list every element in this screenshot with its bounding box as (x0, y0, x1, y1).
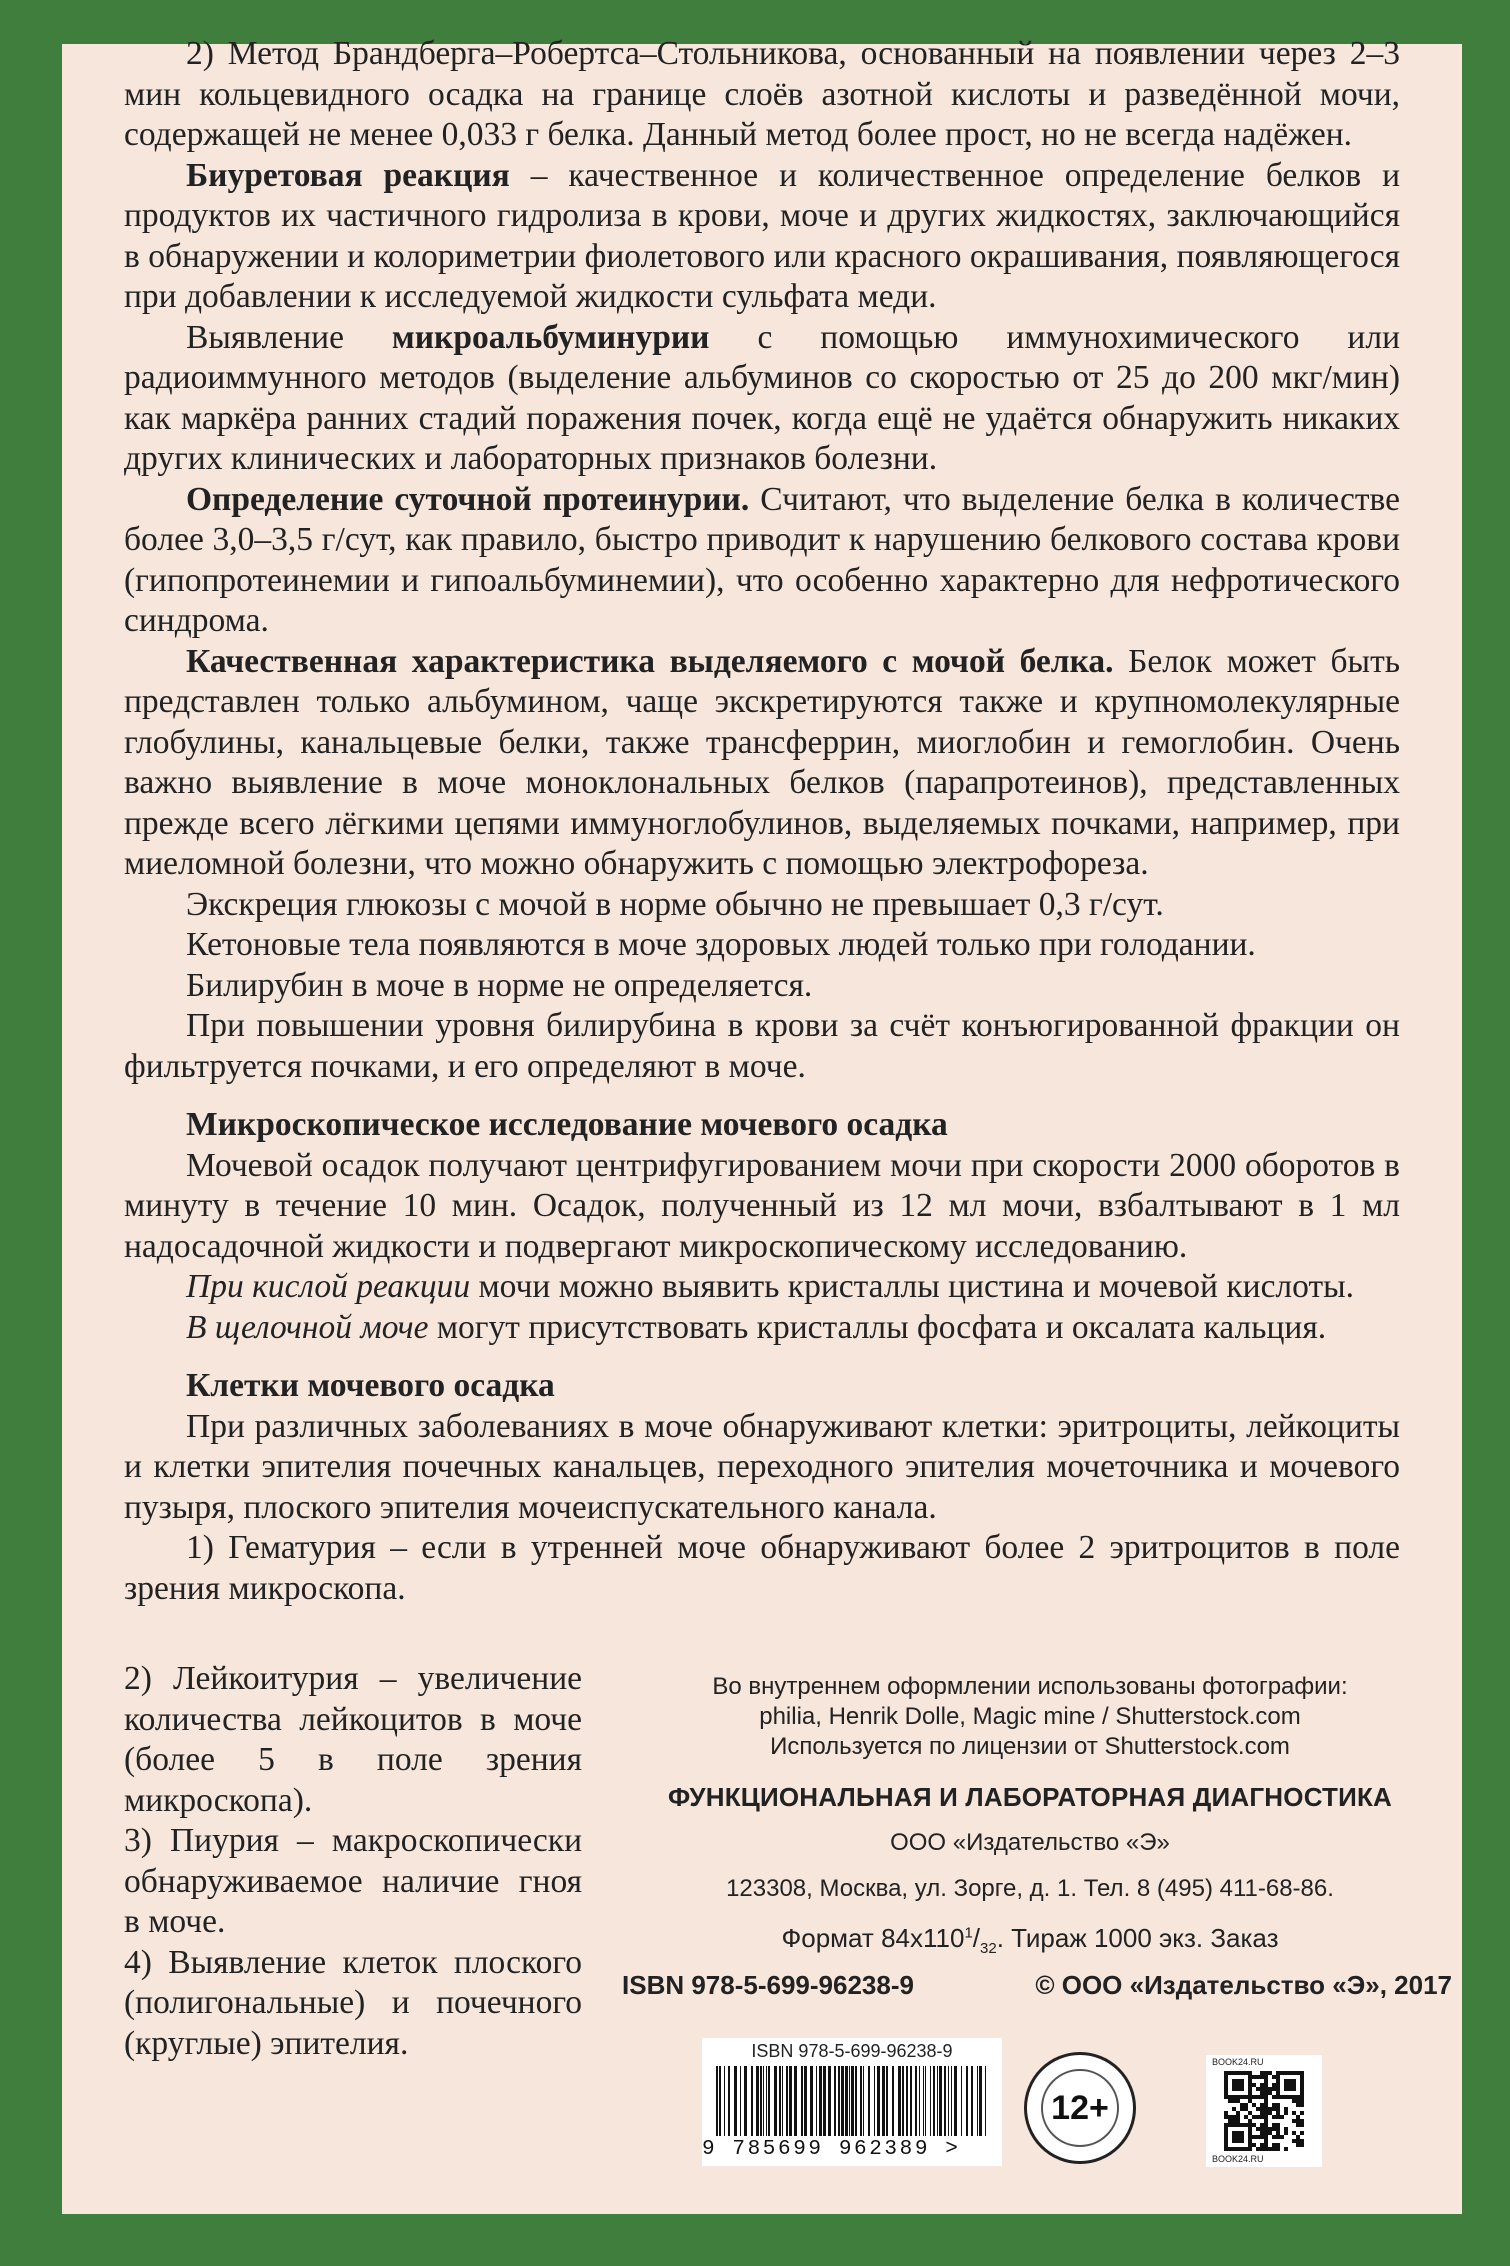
paragraph (124, 966, 1400, 1007)
copyright: © ООО «Издательство «Э», 2017 (1035, 1970, 1452, 2000)
section-heading-microscopy: Микроскопическое исследование мочевого осадка (186, 1106, 948, 1143)
format-line: Формат $84х110^1/_{32}$. Тираж 1000 экз. Заказ (781, 1923, 1279, 1958)
text: Белок может быть представлен только альбумином, чаще экскретируются также и крупномолекулярные глобулины, канальцевые белки, также трансферрин, миоглобин и гемоглобин. Очень важно выявление в моче моноклональных белков (парапротеинов), представленных прежде всего лёгкими цепями иммуноглобулинов, выделяемых почками, например, при миеломной болезни, что можно обнаружить с помощью электрофореза. (124, 642, 1400, 882)
text: Экскреция глюкозы с мочой в норме обычно не превышает 0,3 г/сут. (186, 885, 1164, 923)
series-title: ФУНКЦИОНАЛЬНАЯ И ЛАБОРАТОРНАЯ ДИАГНОСТИКА (667, 1782, 1393, 1812)
section-heading-cells: Клетки мочевого осадка (186, 1367, 555, 1404)
text: Билирубин в моче в норме не определяется. (186, 966, 813, 1004)
imprint-block (610, 1672, 1450, 1957)
main-text (62, 34, 1462, 1609)
publisher-address: 123308, Москва, ул. Зорге, д. 1. Тел. 8 (495) 411-68-86. (726, 1875, 1334, 1902)
photo-credits-line: philia, Henrik Dolle, Magic mine / Shutterstock.com (759, 1703, 1301, 1730)
paragraph: 1) Гематурия – если в утренней моче обнаруживают более 2 эритроцитов в поле зрения микроскопа. (124, 1529, 1400, 1607)
bold-term: микроальбуминурии (391, 318, 710, 356)
text: могут присутствовать кристаллы фосфата и оксалата кальция. (428, 1308, 1327, 1346)
text: мочи можно выявить кристаллы цистина и мочевой кислоты. (470, 1268, 1354, 1305)
list-item: 4) Выявление клеток плоского (полигональные) и почечного (круглые) эпителия. (124, 1943, 582, 2062)
barcode-bars-icon (702, 2038, 1002, 2142)
paragraph (124, 34, 1400, 156)
list-item: 2) Лейкоитурия – увеличение количества лейкоцитов в моче (более 5 в поле зрения микроскопа). (124, 1660, 582, 1819)
format-sup: 1 (964, 1924, 973, 1942)
publisher-name: ООО «Издательство «Э» (890, 1829, 1170, 1856)
format-suffix: . Тираж 1000 экз. Заказ (996, 1923, 1279, 1953)
barcode-isbn: ISBN 978-5-699-96238-9 (751, 2041, 953, 2061)
italic-phrase: В щелочной моче (186, 1308, 429, 1346)
text: Кетоновые тела появляются в моче здоровых людей только при голодании. (186, 926, 1256, 963)
bold-term: Определение суточной протеинурии. (186, 480, 750, 518)
text: 2) Метод Брандберга–Робертса–Стольникова, основанный на появлении через 2–3 мин кольцевидного осадка на границе слоёв азотной кислоты и разведённой мочи, содержащей не менее 0,033 г белка. Данный метод более прост, но не всегда надёжен. (124, 35, 1400, 153)
isbn-row (622, 1970, 1452, 2001)
format-sub: 32 (980, 1940, 997, 1958)
barcode (702, 2038, 1002, 2166)
paragraph (124, 1267, 1400, 1308)
paragraph: Мочевой осадок получают центрифугированием мочи при скорости 2000 оборотов в минуту в течение 10 мин. Осадок, полученный из 12 мл мочи, взбалтывают в 1 мл надосадочной жидкости и подвергают микроскопическому исследованию. (124, 1146, 1400, 1265)
list-item: 3) Пиурия – макроскопически обнаруживаемое наличие гноя в моче. (124, 1822, 582, 1940)
italic-phrase: При кислой реакции (186, 1268, 471, 1305)
isbn: ISBN 978-5-699-96238-9 (622, 1970, 914, 2000)
text: При повышении уровня билирубина в крови за счёт конъюгированной фракции он фильтруется почками, и его определяют в моче. (124, 1007, 1400, 1085)
photo-credits-line: Во внутреннем оформлении использованы фотографии: (712, 1673, 1348, 1700)
paragraph (124, 156, 1400, 318)
age-rating-label: 12+ (1041, 2069, 1119, 2147)
text: Выявление (186, 318, 392, 356)
narrow-column (124, 1659, 582, 2064)
bold-term: Качественная характеристика выделяемого с мочой белка. (186, 642, 1114, 680)
paragraph (124, 885, 1400, 926)
format-prefix: Формат 84х110 (781, 1923, 965, 1953)
paragraph (124, 1308, 1400, 1349)
barcode-digits: 9 785699 962389 > (702, 2138, 961, 2161)
paragraph (124, 642, 1400, 885)
bold-term: Биуретовая реакция (186, 156, 510, 194)
qr-tag: BOOK24.RU (1212, 2057, 1264, 2067)
text: Считают, что выделение белка в количестве более 3,0–3,5 г/сут, как правило, быстро приводит к нарушению белкового состава крови (гипопротеинемии и гипоальбуминемии), что особенно характерно для нефротического синдрома. (124, 480, 1401, 639)
paragraph (124, 1006, 1400, 1087)
paragraph (124, 318, 1400, 480)
paragraph: При различных заболеваниях в моче обнаруживают клетки: эритроциты, лейкоциты и клетки эпителия почечных канальцев, переходного эпителия мочеточника и мочевого пузыря, плоского эпителия мочеиспускательного канала. (124, 1407, 1400, 1526)
text: с помощью иммунохимического или радиоиммунного методов (выделение альбуминов со скоростью от 25 до 200 мкг/мин) как маркёра ранних стадий поражения почек, когда ещё не удаётся обнаружить никаких других клинических и лабораторных признаков болезни. (124, 318, 1400, 477)
qr-code (1206, 2055, 1322, 2167)
age-rating-badge (1024, 2052, 1136, 2164)
text: – качественное и количественное определение белков и продуктов их частичного гидролиза в крови, моче и других жидкостях, заключающийся в обнаружении и колориметрии фиолетового или красного окрашивания, появляющегося при добавлении к исследуемой жидкости сульфата меди. (124, 156, 1400, 315)
paragraphs (124, 34, 1400, 1087)
qr-code-icon (1206, 2055, 1322, 2167)
paragraph (124, 480, 1400, 642)
photo-credits-line: Используется по лицензии от Shutterstock.com (770, 1733, 1290, 1760)
qr-tag: BOOK24.RU (1212, 2154, 1264, 2164)
paragraph (124, 925, 1400, 966)
